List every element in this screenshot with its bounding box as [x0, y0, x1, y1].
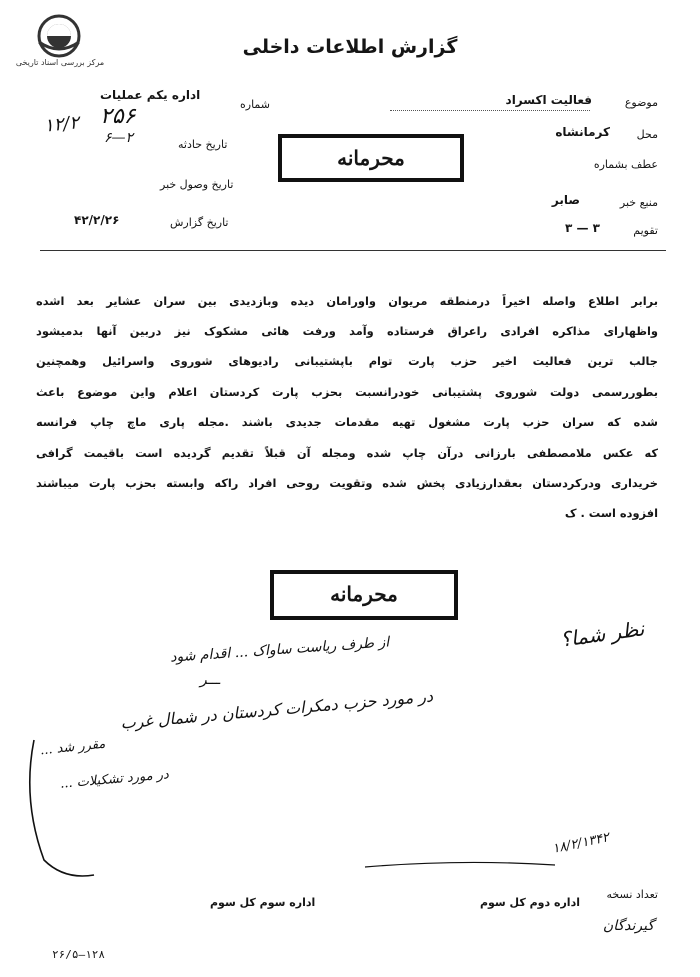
- reference-label: عطف بشماره: [593, 158, 658, 171]
- body-line: بطوررسمی دولت شوروی پشتیبانی خودرانسبت بحزب پارت کردستان اعلام واین موضوع باعث: [36, 385, 658, 399]
- location-label: محل: [636, 128, 658, 141]
- handwritten-note-4: مقرر شد ...: [39, 736, 106, 759]
- archive-logo-text: مرکز بررسی اسناد تاریخی: [15, 58, 105, 67]
- office-label: شماره: [240, 98, 271, 111]
- body-line: واظهارای مذاکره افرادی راعراق فرستاده وآمد ورفت هائی مشکوک نیز دربین آنها بدمیشود: [36, 324, 658, 338]
- handwritten-note-1: نظر شما؟: [558, 616, 646, 652]
- subject-value: فعالیت اکسراد: [505, 93, 592, 107]
- report-title: گزارش اطلاعات داخلی: [242, 36, 458, 58]
- body-line: جالب ترین فعالیت اخیر حزب پارت توام باپشتیبانی رادیوهای شوروی واسرائیل وهمچنین: [36, 354, 658, 368]
- handwritten-bracket-icon: [14, 730, 154, 890]
- document-number: ۱۲۸—۲۶/۵: [52, 948, 105, 961]
- confidential-stamp-top: محرمانه: [278, 134, 464, 182]
- handwritten-note-3: در مورد حزب دمکرات کردستان در شمال غرب: [119, 686, 434, 733]
- footer-dept-3: اداره سوم کل سوم: [210, 896, 316, 909]
- report-date-value: ۴۲/۲/۲۶: [74, 213, 120, 227]
- handwritten-mark: ۱۲/۲: [42, 112, 81, 137]
- handwritten-signature-1: ـــر: [200, 672, 221, 688]
- footer-dept-2: اداره دوم کل سوم: [479, 896, 580, 909]
- handwritten-note-5: در مورد تشکیلات ...: [59, 767, 170, 792]
- body-line: که عکس ملامصطفی بارزانی درآن چاپ شده ومجله آن قبلاً تقدیم گردیده است باقیمت گرافی: [36, 446, 658, 460]
- report-date-label: تاریخ گزارش: [170, 216, 229, 229]
- body-line-last: افزوده است . ک: [564, 506, 658, 520]
- confidential-stamp-bottom: محرمانه: [270, 570, 458, 620]
- subject-underline: [390, 110, 590, 111]
- office-value: اداره یکم عملیات: [100, 88, 201, 102]
- handwritten-underline-icon: [360, 855, 560, 875]
- rating-label: تقویم: [633, 224, 658, 237]
- header-divider: [40, 250, 666, 251]
- source-label: منبع خبر: [619, 196, 658, 209]
- body-line: برابر اطلاع واصله اخیراً درمنطقه مریوان واورامان دیده وبازدیدی بین سران عشایر بعد اشده: [36, 294, 658, 308]
- location-value: کرمانشاه: [555, 125, 610, 139]
- footer-recipients: گیرندگان: [602, 918, 654, 934]
- rating-value: ۳ — ۳: [564, 221, 600, 235]
- handwritten-note-2: از طرف ریاست ساواک ... اقدام شود: [169, 634, 390, 666]
- handwritten-date: ۱۸/۲/۱۳۴۲: [551, 830, 611, 857]
- body-line: خریداری ودرکردستان بعقدارزیادی پخش شده وتقویت روحی افراد راکه وابسته بحزب پارت میباشند: [36, 476, 658, 490]
- handwritten-number: ۲۵۶: [100, 104, 136, 129]
- subject-label: موضوع: [624, 96, 658, 109]
- receipt-date-label: تاریخ وصول خبر: [160, 178, 234, 191]
- source-value: صابر: [551, 193, 580, 207]
- copies-label: تعداد نسخه: [606, 888, 658, 901]
- body-line: شده که سران حزب پارت مشغول تهیه مقدمات جدیدی باشند .مجله پاری ماچ چاپ فرانسه: [36, 415, 658, 429]
- event-date-label: تاریخ حادثه: [178, 138, 228, 151]
- handwritten-subnumber: ۲—۶: [104, 130, 134, 146]
